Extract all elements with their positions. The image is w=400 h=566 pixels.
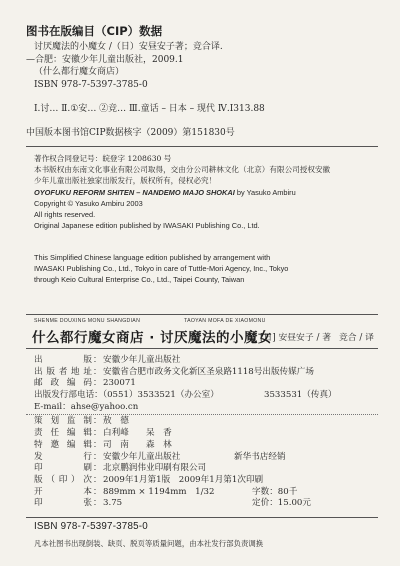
colophon-label: 版（印）次 (34, 474, 92, 485)
colophon-row: 特邀编辑 ： 司 南 森 林 (34, 439, 172, 450)
original-title-line (34, 187, 390, 198)
colophon-value: （0551）3533521（办公室） (102, 390, 219, 401)
colophon-value: 司 南 森 林 (103, 439, 172, 450)
colophon-row: 出版发行部电话：（0551）3533521（办公室） 3533531（传真） (34, 390, 337, 401)
author: [日] 安昼安子 / 著 (260, 333, 331, 343)
colophon-value: 230071 (103, 378, 136, 389)
divider-bottom (26, 517, 378, 518)
pinyin-left: SHENME DOUXING MONU SHANGDIAN (34, 318, 141, 324)
colophon-row: 出版者地址 ： 安徽省合肥市政务文化新区圣泉路1118号出版传媒广场 (34, 366, 314, 377)
colophon-row: 版（印）次 ： 2009年1月第1版 2009年1月第1次印刷 (34, 474, 264, 485)
colophon-label: 特邀编辑 (34, 439, 92, 450)
colophon-row: 出 版 ： 安徽少年儿童出版社 (34, 355, 181, 365)
cip-line: （什么都行魔女商店） (34, 67, 125, 78)
colophon-label: 策划监制 (34, 416, 92, 427)
colophon-label: 邮政编码 (34, 378, 92, 389)
divider-title (26, 314, 378, 315)
colophon-value-2: 定价：15.00元 (252, 498, 311, 509)
book-author (260, 330, 382, 343)
cip-heading: 图书在版编目（CIP）数据 (26, 24, 163, 38)
original-title: OYOFUKU REFORM SHITEN – NANDEMO MAJO SHOKAI (34, 187, 235, 197)
copyright-line: Copyright © Yasuko Ambiru 2003 (34, 198, 143, 208)
colophon-row: 发 行 ： 安徽少年儿童出版社 新华书店经销 (34, 451, 286, 462)
rights-line: 本书版权由东南文化事业有限公司取得，交由分公司耕林文化（北京）有限公司授权安徽 (34, 165, 331, 175)
colophon-label: 开 本 (34, 486, 92, 497)
original-author: by Yasuko Ambiru (234, 187, 296, 197)
cip-line: 讨厌魔法的小魔女 /（日）安昼安子著；竞合译. (34, 42, 223, 52)
colophon-value-2: 新华书店经销 (234, 451, 286, 462)
colophon-value: 2009年1月第1版 2009年1月第1次印刷 (103, 474, 264, 485)
divider-colophon (26, 348, 378, 349)
cip-line: —合肥：安徽少年儿童出版社，2009.1 (26, 54, 184, 65)
copyright-registration: 著作权合同登记号：皖登字 1208630 号 (34, 154, 172, 163)
cip-number: 中国版本图书馆CIP数据核字（2009）第151830号 (26, 128, 235, 138)
copyright-line: Original Japanese edition published by IWASAKI Publishing Co., Ltd. (34, 221, 260, 231)
english-notice-line: IWASAKI Publishing Co., Ltd., Tokyo in care of Tuttle-Mori Agency, Inc., Tokyo (34, 264, 289, 273)
colophon-value: 3.75 (103, 498, 123, 509)
colophon-value: 安徽少年儿童出版社 (103, 451, 181, 462)
cip-line: ISBN 978-7-5397-3785-0 (34, 79, 148, 90)
copyright-line: All rights reserved. (34, 209, 96, 219)
colophon-label: 责任编辑 (34, 428, 92, 439)
colophon-value-2: 字数：80千 (252, 486, 298, 497)
colophon-row: 印 刷 ： 北京鹏润伟业印刷有限公司 (34, 463, 207, 474)
quality-note: 凡本社图书出现倒装、缺页、脱页等质量问题，由本社发行部负责调换 (34, 539, 264, 548)
colophon-value: 889mm × 1194mm 1/32 (103, 486, 215, 497)
colophon-row: 印 张 ： 3.75 定价：15.00元 (34, 498, 311, 509)
colophon-label: 发 行 (34, 451, 92, 462)
colophon-row: 开 本 ： 889mm × 1194mm 1/32 字数：80千 (34, 486, 298, 497)
colophon-value: 白利峰 呆 香 (103, 428, 172, 439)
rights-block (34, 153, 390, 231)
divider-top (26, 146, 378, 147)
colophon-label: 出版发行部电话 (34, 390, 95, 401)
rights-line: 少年儿童出版社独家出版发行，版权所有，侵权必究！ (34, 176, 217, 186)
colophon-value: 安徽省合肥市政务文化新区圣泉路1118号出版传媒广场 (103, 366, 314, 377)
classification-line: Ⅰ.讨… Ⅱ.①安… ②竞… Ⅲ.童话 – 日本 – 现代 Ⅳ.I313.88 (34, 104, 265, 114)
colophon-label: 印 张 (34, 498, 92, 509)
colophon-value: 安徽少年儿童出版社 (103, 355, 181, 365)
cip-classification (26, 103, 386, 116)
email-value: ahse@yahoo.cn (70, 401, 139, 412)
colophon-value-2: 3533531（传真） (264, 390, 337, 401)
colophon-value: 北京鹏润伟业印刷有限公司 (103, 463, 207, 474)
english-notice-line: through Keio Cultural Enterprise Co., Ltd., Taipei County, Taiwan (34, 275, 245, 284)
colophon-row: E-mail：ahse@yahoo.cn (34, 401, 139, 412)
colophon-label: 出版者地址 (34, 366, 92, 377)
english-notice-line: This Simplified Chinese language edition published by arrangement with (34, 253, 271, 262)
pinyin-right: TAOYAN MOFA DE XIAOMONU (184, 318, 266, 324)
colophon-value: 敖 德 (103, 416, 129, 427)
cip-number-block (26, 127, 386, 140)
colophon (34, 355, 384, 510)
colophon-label: 出 版 (34, 355, 92, 365)
isbn-bottom: ISBN 978-7-5397-3785-0 (34, 521, 148, 532)
colophon-row: 策划监制 ： 敖 德 (34, 416, 129, 427)
colophon-label: E-mail (34, 401, 63, 412)
colophon-row: 责任编辑 ： 白利峰 呆 香 (34, 428, 172, 439)
book-title: 什么都行魔女商店 · 讨厌魔法的小魔女 (32, 330, 273, 346)
cip-record (26, 41, 386, 91)
colophon-label: 印 刷 (34, 463, 92, 474)
translator: 竞合 / 译 (339, 333, 374, 343)
colophon-row: 邮政编码 ： 230071 (34, 378, 136, 389)
english-notice (34, 252, 394, 285)
